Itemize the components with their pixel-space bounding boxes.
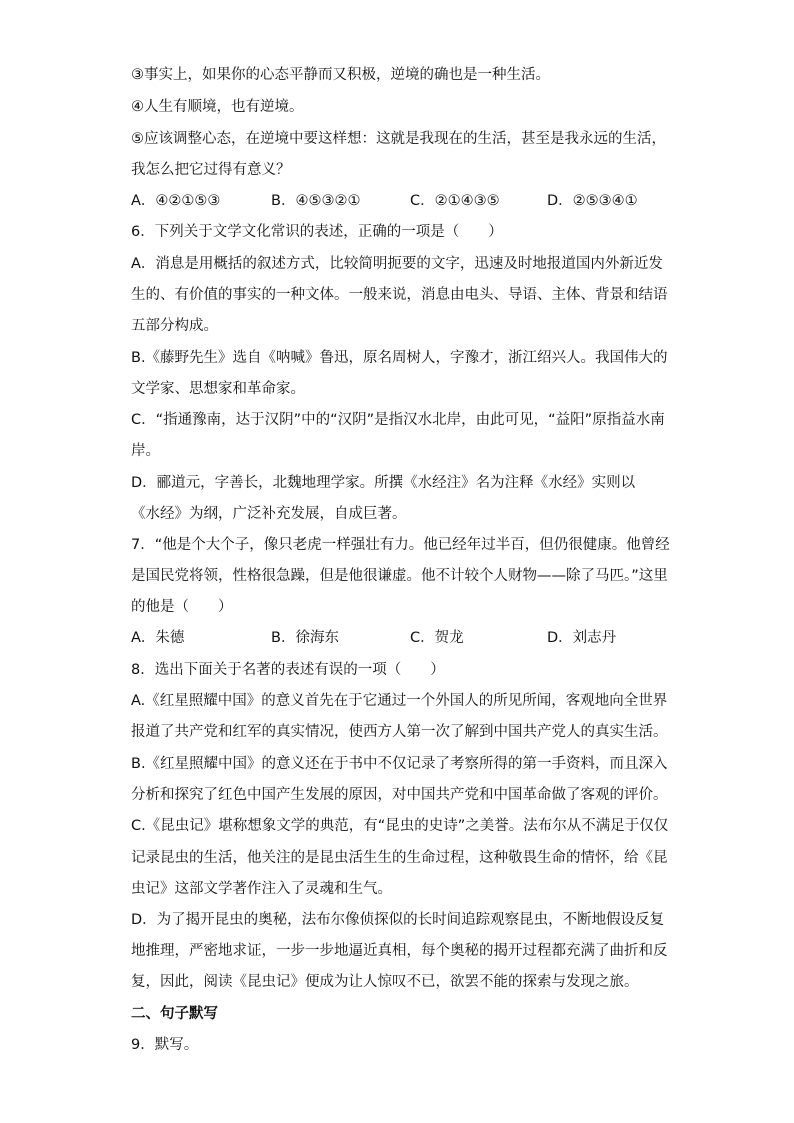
q9-stem: 9．默写。 — [131, 1037, 199, 1053]
q6-option-d-line-2: 《水经》为纲，广泛补充发展，自成巨著。 — [131, 506, 407, 522]
q8-option-c-line-3: 虫记》这部文学著作注入了灵魂和生气。 — [131, 881, 392, 897]
q8-option-d-line-2: 地推理，严密地求证，一步一步地逼近真相，每个奥秘的揭开过程都充满了曲折和反 — [131, 943, 668, 959]
q5-statement-5-line-1: ⑤应该调整心态，在逆境中要这样想：这就是我现在的生活，甚至是我永远的生活， — [131, 131, 666, 147]
q8-option-c-line-1: C.《昆虫记》堪称想象文学的典范，有“昆虫的史诗”之美誉。法布尔从不满足于仅仅 — [131, 818, 669, 834]
q7-stem-line-3: 的他是（ ） — [131, 599, 233, 615]
q5-options — [131, 191, 691, 211]
q8-option-d-line-1: D．为了揭开昆虫的奥秘，法布尔像侦探似的长时间追踪观察昆虫，不断地假设反复 — [131, 912, 665, 928]
q8-option-a-line-2: 报道了共产党和红军的真实情况，使西方人第一次了解到中国共产党人的真实生活。 — [131, 724, 668, 740]
q7-stem-line-2: 是国民党将领，性格很急躁，但是他很谦虚。他不计较个人财物——除了马匹。”这里 — [131, 568, 668, 584]
q5-option-a: A．④②①⑤③ — [131, 193, 221, 209]
q8-option-a-line-1: A.《红星照耀中国》的意义首先在于它通过一个外国人的所见所闻，客观地向全世界 — [131, 693, 668, 709]
q7-stem-line-1: 7．“他是个大个子，像只老虎一样强壮有力。他已经年过半百，但仍很健康。他曾经 — [131, 537, 670, 553]
q7-option-d: D．刘志丹 — [547, 630, 617, 646]
q6-option-b-line-1: B.《藤野先生》选自《呐喊》鲁迅，原名周树人，字豫才，浙江绍兴人。我国伟大的 — [131, 350, 668, 366]
q7-option-a: A．朱德 — [131, 630, 185, 646]
q6-option-c-line-1: C．“指通豫南，达于汉阴”中的“汉阴”是指汉水北岸，由此可见，“益阳”原指益水南 — [131, 412, 665, 428]
q6-option-d-line-1: D．郦道元，字善长，北魏地理学家。所撰《水经注》名为注释《水经》实则以 — [131, 475, 636, 491]
q5-option-b: B．④⑤③②① — [271, 193, 361, 209]
q6-option-a-line-3: 五部分构成。 — [131, 318, 218, 334]
q7-option-b: B．徐海东 — [271, 630, 339, 646]
q6-option-a-line-1: A．消息是用概括的叙述方式，比较简明扼要的文字，迅速及时地报道国内外新近发 — [131, 256, 663, 272]
q8-option-c-line-2: 记录昆虫的生活，他关注的是昆虫活生生的生命过程，这种敬畏生命的情怀，给《昆 — [131, 850, 668, 866]
q5-statement-5-line-2: 我怎么把它过得有意义？ — [131, 162, 291, 178]
q7-option-c: C．贺龙 — [410, 630, 464, 646]
section-heading: 二、句子默写 — [131, 1006, 218, 1022]
q8-stem: 8．选出下面关于名著的表述有误的一项（ ） — [131, 662, 445, 678]
q7-options — [131, 628, 691, 648]
q8-option-b-line-1: B.《红星照耀中国》的意义还在于书中不仅记录了考察所得的第一手资料，而且深入 — [131, 756, 668, 772]
q5-option-c: C．②①④③⑤ — [410, 193, 500, 209]
q5-option-d: D．②⑤③④① — [547, 193, 638, 209]
q6-option-b-line-2: 文学家、思想家和革命家。 — [131, 381, 305, 397]
q5-statement-3: ③事实上，如果你的心态平静而又积极，逆境的确也是一种生活。 — [131, 67, 550, 83]
q8-option-b-line-2: 分析和探究了红色中国产生发展的原因，对中国共产党和中国革命做了客观的评价。 — [131, 787, 668, 803]
q6-stem: 6．下列关于文学文化常识的表述，正确的一项是（ ） — [131, 224, 503, 240]
q6-option-c-line-2: 岸。 — [131, 443, 160, 459]
q6-option-a-line-2: 生的、有价值的事实的一种文体。一般来说，消息由电头、导语、主体、背景和结语 — [131, 287, 668, 303]
q8-option-d-line-3: 复，因此，阅读《昆虫记》便成为让人惊叹不已，欲罢不能的探索与发现之旅。 — [131, 974, 639, 990]
q5-statement-4: ④人生有顺境，也有逆境。 — [131, 99, 304, 115]
